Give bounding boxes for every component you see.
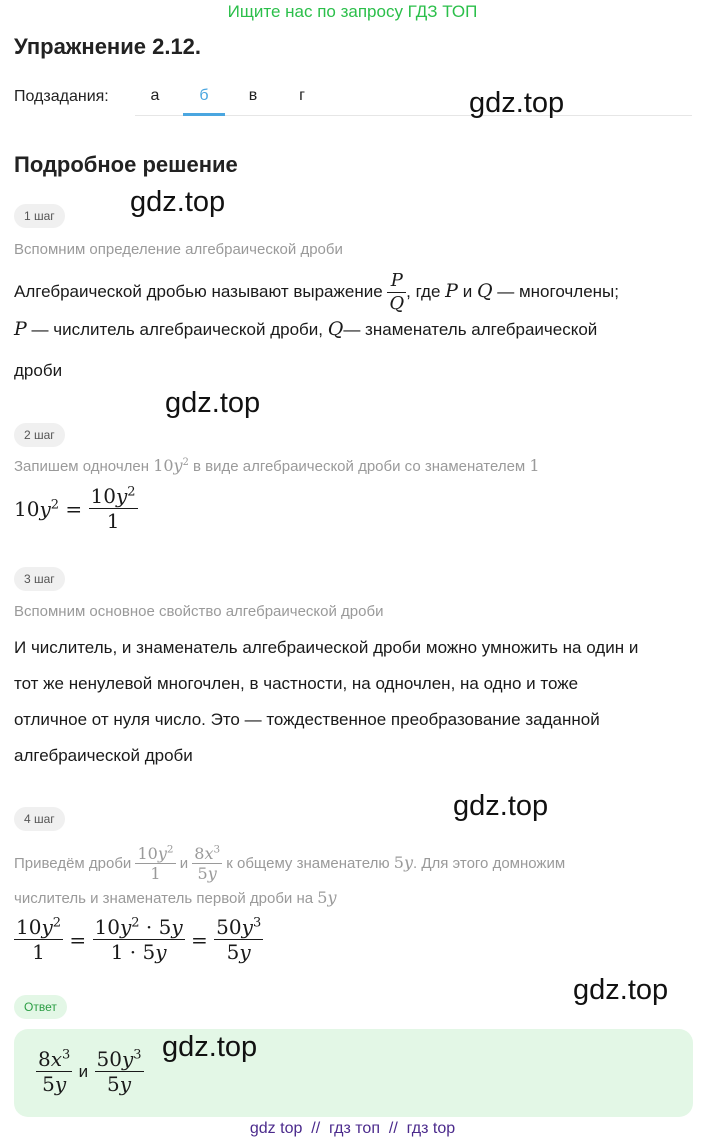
step-3-line: тот же ненулевой многочлен, в частности, на одночлен, на одно и тоже: [14, 674, 579, 693]
watermark: gdz.top: [165, 387, 261, 419]
step-4-pill: 4 шаг: [14, 807, 65, 831]
answer-expression: $\frac{8x^3}{5y}$ и $\frac{50y^3}{5y}$: [38, 1047, 142, 1096]
tab-subtask-b[interactable]: б: [199, 87, 209, 104]
step-3-hint: Вспомним основное свойство алгебраической дроби: [14, 603, 384, 620]
watermark: gdz.top: [469, 87, 565, 119]
step-3-body: [14, 630, 704, 774]
step-3-line: алгебраической дроби: [14, 746, 193, 765]
step-2-equation: $10y^2$ = $\frac{10y^2}{1}$: [14, 484, 136, 533]
footer-links[interactable]: gdz top // гдз топ // гдз top: [249, 1120, 456, 1137]
active-tab-indicator: [183, 113, 225, 116]
search-banner[interactable]: Ищите нас по запросу ГДЗ ТОП: [227, 2, 478, 21]
step-4-hint-line2: числитель и знаменатель первой дроби на 5y: [14, 888, 337, 907]
step-1-numerator-line: P — числитель алгебраической дроби, Q— знаменатель алгебраической: [14, 318, 598, 340]
step-1-definition: Алгебраической дробью называют выражение $\frac{P}{Q}$ , где P и Q — многочлены;: [14, 269, 619, 314]
step-1-hint: Вспомним определение алгебраической дроби: [14, 241, 343, 258]
step-3-line: отличное от нуля число. Это — тождественное преобразование заданной: [14, 710, 600, 729]
step-4-hint-line1: Приведём дроби $\frac{10y^2}{1}$ и $\frac{8x^3}{5y}$ к общему знаменателю 5y. Для этого домножим: [14, 843, 566, 884]
exercise-title: Упражнение 2.12.: [14, 34, 202, 59]
step-3-pill: 3 шаг: [14, 567, 65, 591]
step-2-hint: Запишем одночлен $10y^2$ в виде алгебраической дроби со знаменателем 1: [14, 456, 540, 475]
step-3-line: И числитель, и знаменатель алгебраической дроби можно умножить на один и: [14, 638, 639, 657]
step-1-pill: 1 шаг: [14, 204, 65, 228]
tab-subtask-v[interactable]: в: [248, 87, 258, 104]
step-1-tail: дроби: [14, 361, 63, 380]
tab-subtask-a[interactable]: а: [150, 87, 160, 104]
watermark: gdz.top: [573, 974, 669, 1006]
step-4-equation: $\frac{10y^2}{1}$ = $\frac{10y^2 \cdot 5y}{1 \cdot 5y}$ = $\frac{50y^3}{5y}$: [16, 915, 262, 964]
subtasks-label: Подзадания:: [14, 88, 109, 105]
solution-title: Подробное решение: [14, 152, 238, 177]
answer-pill: Ответ: [14, 995, 67, 1019]
step-2-pill: 2 шаг: [14, 423, 65, 447]
watermark: gdz.top: [453, 790, 549, 822]
watermark: gdz.top: [162, 1031, 258, 1063]
watermark: gdz.top: [130, 186, 226, 218]
tab-subtask-g[interactable]: г: [299, 87, 305, 104]
